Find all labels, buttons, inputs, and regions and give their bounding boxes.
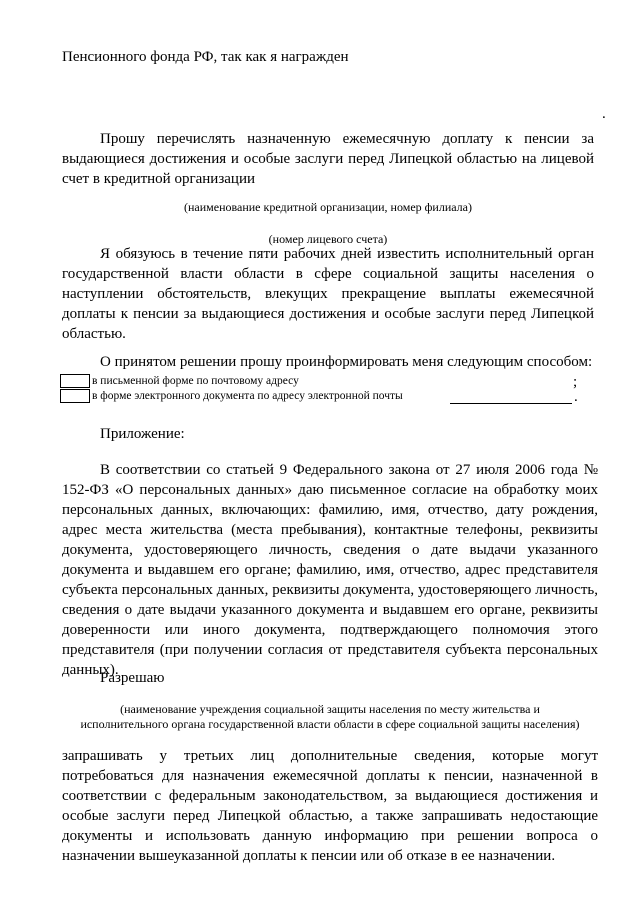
bank-name-label: (наименование кредитной организации, номер филиала) (183, 200, 472, 214)
postal-option-label: в письменной форме по почтовому адресу (92, 375, 299, 387)
email-option-checkbox[interactable] (60, 389, 90, 403)
appendix-heading: Приложение: (100, 426, 185, 442)
institution-name-label: (наименование учреждения социальной защиты населения по месту жительства и исполнительного органа государственной власти области в сфере социальной защиты населения) (80, 702, 580, 731)
request-paragraph: Прошу перечислять назначенную ежемесячную доплату к пенсии за выдающиеся достижения и особые заслуги перед Липецкой областью на лицевой счет в кредитной организации (62, 131, 594, 187)
postal-option-checkbox[interactable] (60, 374, 90, 388)
consent-paragraph: В соответствии со статьей 9 Федерального закона от 27 июля 2006 года № 152-ФЗ «О персональных данных» даю письменное согласие на обработку моих персональных данных, включающих: фамилию, имя, отчество, дату рождения, адрес места жительства (места пребывания), контактные телефоны, реквизиты документа, удостоверяющего личность, сведения о дате выдачи указанного документа и выдавшем его органе; фамилию, имя, отчество, адрес представителя субъекта персональных данных, реквизиты документа, удостоверяющего личность, сведения о дате выдачи указанного документа и выдавшем его органе, реквизиты доверенности или иного документа, подтверждающего полномочия этого представителя (при получении согласия от представителя субъекта персональных данных). (62, 462, 598, 678)
continuation-line: Пенсионного фонда РФ, так как я награжден (62, 49, 349, 65)
allow-heading: Разрешаю (100, 670, 165, 686)
postal-option-end: ; (573, 374, 578, 390)
email-option-end: . (574, 389, 578, 405)
email-address-field[interactable] (450, 390, 572, 404)
request-info-paragraph: запрашивать у третьих лиц дополнительные сведения, которые могут потребоваться для назначения ежемесячной доплаты к пенсии, назначенной в соответствии с федеральным законодательством, за выдающиеся достижения и особые заслуги перед Липецкой областью, а также запрашивать недостающие документы и использовать данную информацию при решении вопроса о назначении вышеуказанной доплаты к пенсии или об отказе в ее назначении. (62, 748, 598, 864)
obligation-paragraph: Я обязуюсь в течение пяти рабочих дней известить исполнительный орган государственной власти области в сфере социальной защиты населения о наступлении обстоятельств, влекущих прекращение выплаты ежемесячной доплаты к пенсии за выдающиеся достижения и особые заслуги перед Липецкой областью. (62, 246, 594, 342)
email-option-label: в форме электронного документа по адресу электронной почты (92, 390, 403, 402)
dot-mark: . (602, 106, 606, 122)
account-number-label: (номер лицевого счета) (268, 232, 388, 246)
inform-method-line: О принятом решении прошу проинформировать меня следующим способом: (100, 354, 593, 370)
